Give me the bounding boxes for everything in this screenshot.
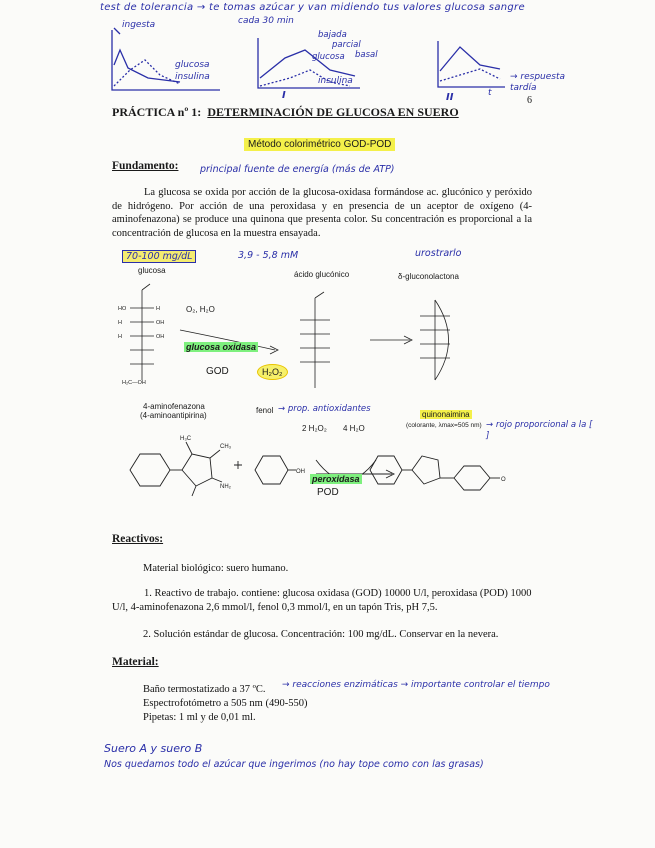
scheme-structures-top	[110, 280, 490, 400]
graph2-label-basal: basal	[355, 50, 378, 60]
page-number: 6	[527, 95, 532, 106]
quinon-note: → rojo proporcional a la [ ]	[486, 420, 593, 441]
graph1-label-glucosa: glucosa	[175, 60, 210, 70]
fundamento-note: principal fuente de energía (más de ATP)	[200, 164, 395, 175]
scheme-label-acido: ácido glucónico	[294, 270, 350, 279]
scheme-o2: O₂, H₂O	[186, 305, 215, 314]
scheme-two-h2o2: 2 H₂O₂	[302, 424, 327, 433]
handwritten-graph-3	[430, 35, 510, 95]
title-main: DETERMINACIÓN DE GLUCOSA EN SUERO	[207, 105, 459, 119]
page-title	[112, 105, 459, 120]
svg-text:NH₂: NH₂	[220, 484, 231, 490]
scheme-label-glucosa: glucosa	[138, 266, 166, 275]
scheme-four-h2o: 4 H₂O	[343, 424, 365, 433]
scheme-structures-bottom	[120, 430, 520, 510]
scheme-god: GOD	[206, 366, 229, 377]
title-prefix: PRÁCTICA nº 1:	[112, 105, 202, 119]
svg-text:H₂C—OH: H₂C—OH	[122, 380, 146, 386]
scheme-quinon: quinonaimina	[422, 410, 470, 419]
bath-note: → reacciones enzimáticas → importante controlar el tiempo	[282, 680, 550, 690]
scheme-pod: POD	[317, 487, 339, 498]
svg-text:OH: OH	[156, 320, 165, 326]
svg-text:OH: OH	[296, 469, 305, 475]
graph2-label-glucosa: glucosa	[312, 52, 345, 62]
graph2-label-parcial: parcial	[332, 40, 361, 50]
svg-text:H: H	[118, 334, 122, 340]
svg-text:O: O	[501, 477, 506, 483]
urostrarlo-note: urostrarlo	[415, 248, 462, 259]
scheme-h2o2: H₂O₂	[257, 364, 288, 380]
scheme-label-lactona: δ-gluconolactona	[398, 272, 459, 281]
material-bath: Baño termostatizado a 37 ºC.	[143, 684, 266, 695]
scheme-amino-2: (4-aminoantipirina)	[140, 411, 207, 420]
material-heading: Material:	[112, 656, 159, 668]
svg-text:HO: HO	[118, 306, 127, 312]
handwritten-bottom-line: Nos quedamos todo el azúcar que ingerimos (no hay tope como con las grasas)	[104, 759, 484, 770]
graph2-label-insulina: insulina	[318, 76, 353, 86]
reactivo-1: 1. Reactivo de trabajo. contiene: glucosa oxidasa (GOD) 10000 U/l, peroxidasa (POD) 1000 U/l, 4-aminofenazona 2,6 mmol/l, fenol 0,3 mmol/l, en un tapón Tris, pH 7,5.	[112, 588, 532, 613]
graph3-label-t: t	[488, 88, 492, 98]
svg-text:CH₃: CH₃	[220, 444, 232, 450]
svg-text:H: H	[118, 320, 122, 326]
svg-text:H: H	[156, 306, 160, 312]
graph2-numeral: I	[282, 90, 286, 101]
handwritten-top-sub: cada 30 min	[238, 16, 294, 26]
material-pipetas: Pipetas: 1 ml y de 0,01 ml.	[143, 712, 256, 723]
handwritten-graph-1	[100, 20, 240, 100]
range-mm: 3,9 - 5,8 mM	[238, 250, 299, 261]
graph1-label-insulina: insulina	[175, 72, 210, 82]
handwritten-suero-line: Suero A y suero B	[104, 742, 203, 755]
scheme-fenol: fenol	[256, 406, 274, 415]
graph3-note: → respuesta tardía	[510, 72, 566, 93]
material-spectro: Espectrofotómetro a 505 nm (490-550)	[143, 698, 308, 709]
graph2-label-bajada: bajada	[318, 30, 347, 40]
fundamento-paragraph: La glucosa se oxida por acción de la glucosa-oxidasa formándose ac. glucónico y peróxido de hidrógeno. Por acción de una peroxidasa y en presencia de un aceptor de oxígeno (4-aminofenazona) se produce una quinona que presenta color. Su concentración es proporcional a la concentración de glucosa en la muestra ensayada.	[112, 187, 532, 239]
graph1-label-ingesta: ingesta	[122, 20, 156, 30]
graph3-numeral: II	[446, 92, 454, 103]
scheme-god-enzyme: glucosa oxidasa	[186, 342, 257, 352]
handwritten-top-line: test de tolerancia → te tomas azúcar y van midiendo tus valores glucosa sangre	[100, 2, 525, 13]
fenol-note: → prop. antioxidantes	[278, 404, 371, 414]
scheme-peroxidasa: peroxidasa	[312, 474, 360, 484]
fundamento-heading: Fundamento:	[112, 160, 179, 172]
svg-text:OH: OH	[156, 334, 165, 340]
reactivos-heading: Reactivos:	[112, 533, 164, 545]
reactivo-2: 2. Solución estándar de glucosa. Concentración: 100 mg/dL. Conservar en la nevera.	[143, 629, 499, 640]
svg-text:H₃C: H₃C	[180, 436, 192, 442]
scheme-quinon-sub: (colorante, λmax=505 nm)	[406, 422, 482, 429]
scheme-amino-1: 4-aminofenazona	[143, 402, 205, 411]
method-label: Método colorimétrico GOD-POD	[244, 138, 395, 151]
range-value: 70-100 mg/dL	[122, 250, 196, 263]
reactivo-material: Material biológico: suero humano.	[143, 563, 289, 574]
